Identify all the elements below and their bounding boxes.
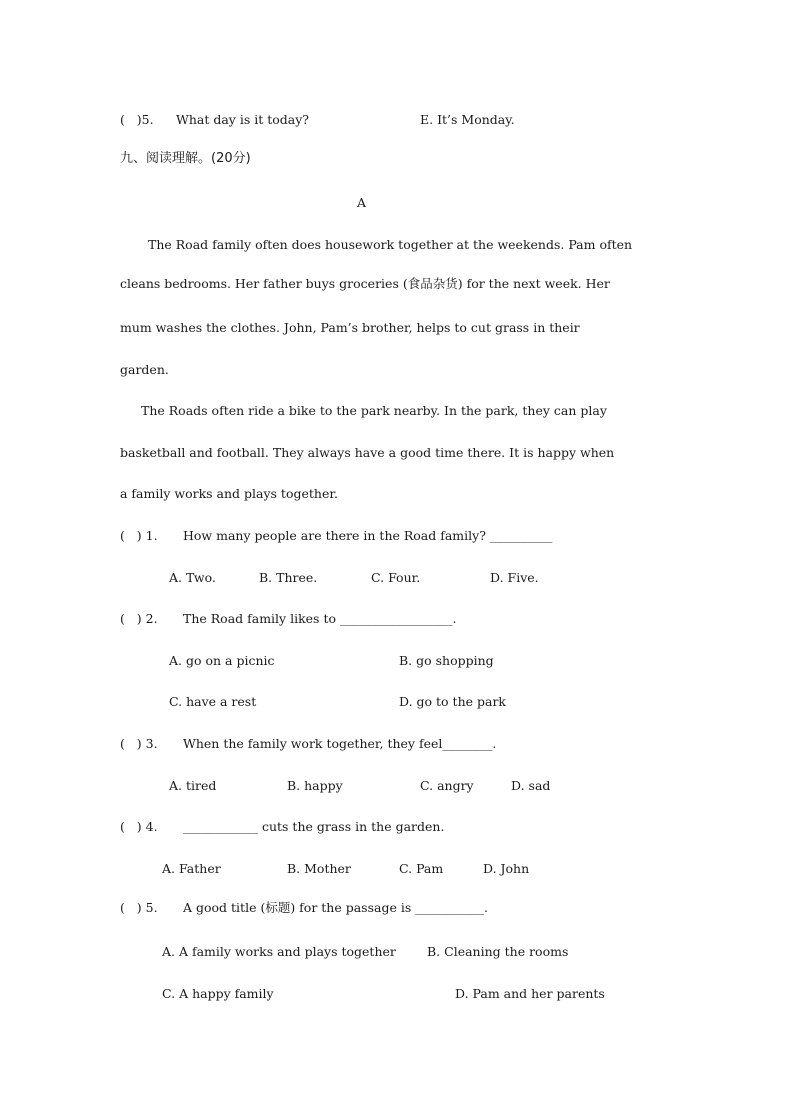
question-bracket: ( ) 2. [120, 611, 158, 626]
question-stem: When the family work together, they feel________. [183, 736, 497, 751]
option-c: C. angry [420, 778, 474, 793]
question-stem: How many people are there in the Road family? __________ [183, 528, 553, 543]
passage-line: The Roads often ride a bike to the park nearby. In the park, they can play [141, 403, 607, 418]
option-a: A. go on a picnic [169, 653, 275, 668]
prev-question-text: What day is it today? [176, 112, 309, 127]
option-a: A. tired [169, 778, 217, 793]
passage-line: The Road family often does housework together at the weekends. Pam often [148, 237, 633, 252]
option-c: C. Four. [371, 570, 421, 585]
question-stem: The Road family likes to __________________. [183, 611, 457, 626]
option-b: B. Three. [259, 570, 318, 585]
question-stem: A good title (标题) for the passage is ___________. [183, 900, 488, 915]
section-heading: 九、阅读理解。(20分) [120, 151, 251, 166]
question-bracket: ( ) 3. [120, 736, 158, 751]
passage-line: a family works and plays together. [120, 486, 338, 501]
option-a: A. Father [162, 861, 221, 876]
option-c: C. A happy family [162, 986, 274, 1001]
passage-line: garden. [120, 362, 169, 377]
option-b: B. go shopping [399, 653, 494, 668]
passage-line: mum washes the clothes. John, Pam’s brother, helps to cut grass in their [120, 320, 580, 335]
option-d: D. John [483, 861, 530, 876]
question-bracket: ( ) 1. [120, 528, 158, 543]
option-d: D. Pam and her parents [455, 986, 605, 1001]
prev-question-bracket: ( )5. [120, 112, 154, 127]
option-c: C. have a rest [169, 694, 257, 709]
option-b: B. happy [287, 778, 343, 793]
option-c: C. Pam [399, 861, 444, 876]
option-a: A. A family works and plays together [162, 944, 396, 959]
passage-line: cleans bedrooms. Her father buys groceries (食品杂货) for the next week. Her [120, 276, 610, 291]
option-d: D. sad [511, 778, 551, 793]
option-b: B. Cleaning the rooms [427, 944, 569, 959]
passage-line: basketball and football. They always have a good time there. It is happy when [120, 445, 615, 460]
option-a: A. Two. [169, 570, 216, 585]
prev-question-answer: E. It’s Monday. [420, 112, 515, 127]
question-stem: ____________ cuts the grass in the garden. [183, 819, 445, 834]
option-b: B. Mother [287, 861, 351, 876]
question-bracket: ( ) 5. [120, 900, 158, 915]
option-d: D. Five. [490, 570, 539, 585]
option-d: D. go to the park [399, 694, 506, 709]
passage-label: A [357, 195, 367, 210]
question-bracket: ( ) 4. [120, 819, 158, 834]
